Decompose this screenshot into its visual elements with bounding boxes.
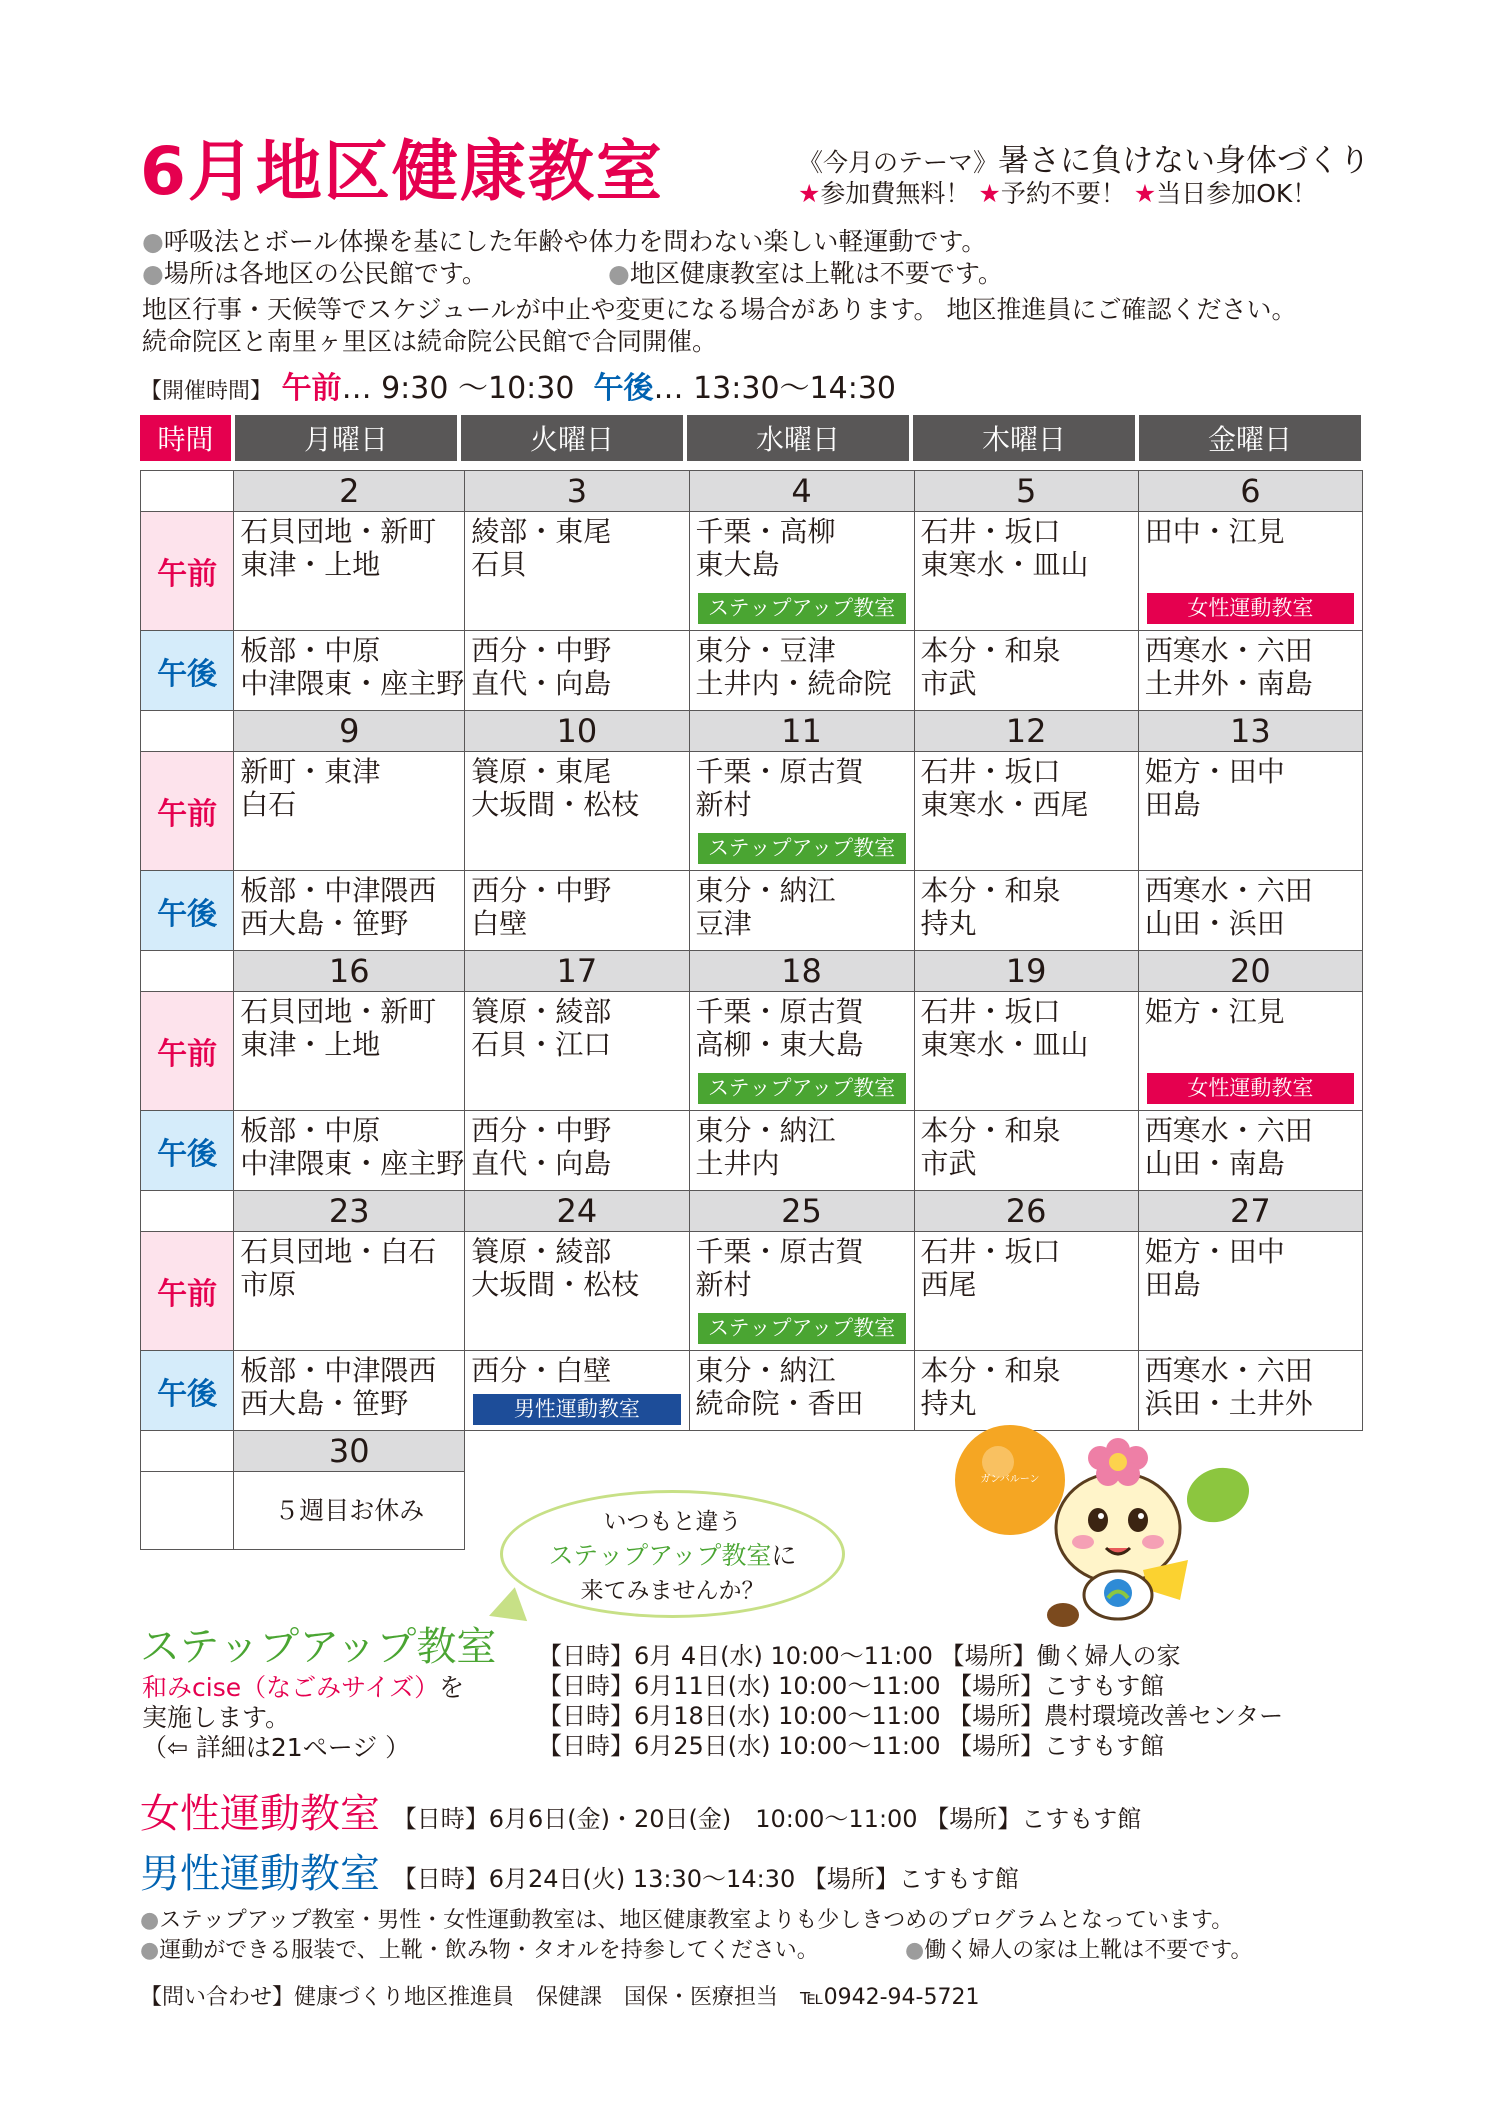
hours-line	[140, 363, 896, 407]
date-cell: 16	[234, 951, 465, 992]
am-cell	[234, 752, 465, 871]
pm-cell	[689, 1111, 914, 1191]
pm-label: 午後	[141, 1111, 234, 1191]
district-text: 西寒水・六田	[1144, 634, 1313, 667]
date-cell: 20	[1138, 951, 1362, 992]
district-text: 本分・和泉	[920, 874, 1061, 907]
district-text: 西分・中野	[471, 634, 612, 667]
pm-cell	[234, 1111, 465, 1191]
blank-cell	[141, 1472, 234, 1550]
pm-cell	[465, 871, 689, 951]
pm-cell	[914, 871, 1138, 951]
district-text: 市武	[920, 667, 977, 700]
stepup-schedule-row: 【日時】6月18日(水) 10:00～11:00 【場所】農村環境改善センター	[538, 1702, 1284, 1730]
bullet-icon: ●	[142, 259, 164, 288]
badge-same-day: 当日参加OK！	[1156, 179, 1318, 208]
ball-text: ガンバルーン	[980, 1474, 1040, 1485]
star-icon: ★	[978, 179, 1001, 208]
district-text: 持丸	[920, 1387, 977, 1420]
am-label: 午前	[141, 512, 234, 631]
district-text: 西大島・笹野	[240, 907, 409, 940]
blank-cell	[141, 1431, 234, 1472]
district-text: 姫方・江見	[1144, 995, 1285, 1028]
women-title: 女性運動教室	[140, 1791, 380, 1837]
district-text: 新村	[695, 788, 752, 821]
am-cell	[689, 992, 914, 1111]
district-text: 綾部・東尾	[471, 515, 612, 548]
district-text: 東分・納江	[695, 1114, 836, 1147]
bubble-line-1: いつもと違う	[603, 1509, 742, 1535]
am-cell	[689, 1232, 914, 1351]
page-title: 6月地区健康教室	[140, 133, 664, 210]
mascot-illustration	[948, 1410, 1258, 1630]
date-cell: 6	[1138, 471, 1362, 512]
district-text: 田中・江見	[1144, 515, 1285, 548]
district-text: 西分・中野	[471, 1114, 612, 1147]
am-cell	[1138, 752, 1362, 871]
district-text: 簑原・綾部	[471, 995, 612, 1028]
intro-line-2b: ●地区健康教室は上靴は不要です。	[608, 259, 1003, 288]
star-icon: ★	[1133, 179, 1157, 208]
men-title: 男性運動教室	[140, 1851, 380, 1897]
date-row	[141, 951, 1363, 992]
district-text: 板部・中原	[240, 1114, 381, 1147]
district-text: 石貝団地・新町	[240, 995, 437, 1028]
district-text: 大坂間・松枝	[471, 1268, 640, 1301]
district-text: 直代・向島	[471, 1147, 612, 1180]
note-1: ●ステップアップ教室・男性・女性運動教室は、地区健康教室よりも少しきつめのプログラムとなっています。	[140, 1908, 1234, 1933]
date-cell: 12	[914, 711, 1138, 752]
date-cell: 2	[234, 471, 465, 512]
stepup-title: ステップアップ教室	[140, 1624, 497, 1670]
date-cell: 11	[689, 711, 914, 752]
intro-line-1: ●呼吸法とボール体操を基にした年齢や体力を問わない楽しい軽運動です。	[142, 227, 987, 256]
pm-cell	[234, 631, 465, 711]
district-text: 千栗・原古賀	[695, 1235, 864, 1268]
pm-label: 午後	[141, 1351, 234, 1431]
day-header: 火曜日	[461, 415, 683, 461]
district-text: 本分・和泉	[920, 1354, 1061, 1387]
am-row	[141, 752, 1363, 871]
pm-cell	[465, 631, 689, 711]
step-class-tag: ステップアップ教室	[698, 1313, 906, 1344]
stepup-desc-2: 実施します。	[142, 1703, 291, 1732]
district-text: 持丸	[920, 907, 977, 940]
pm-cell	[914, 631, 1138, 711]
am-cell	[914, 512, 1138, 631]
women-section	[140, 1782, 1141, 1839]
badges	[798, 174, 1317, 210]
district-text: 田島	[1144, 788, 1201, 821]
date-cell: 19	[914, 951, 1138, 992]
date-row	[141, 471, 1363, 512]
note-2: ●運動ができる服装で、上靴・飲み物・タオルを持参してください。	[140, 1938, 819, 1963]
pm-label: 午後	[141, 631, 234, 711]
badge-free: 参加費無料！	[820, 179, 971, 208]
district-text: 簑原・東尾	[471, 755, 612, 788]
district-text: 石貝団地・新町	[240, 515, 437, 548]
am-cell	[234, 992, 465, 1111]
pm-cell	[1138, 871, 1362, 951]
am-cell	[465, 512, 689, 631]
district-text: 西大島・笹野	[240, 1387, 409, 1420]
district-text: 石井・坂口	[920, 755, 1061, 788]
district-text: 東津・上地	[240, 1028, 381, 1061]
blank-cell	[141, 711, 234, 752]
men-info: 【日時】6月24日(火) 13:30～14:30 【場所】こすもす館	[392, 1865, 1019, 1893]
district-text: 浜田・土井外	[1144, 1387, 1313, 1420]
am-cell	[234, 1232, 465, 1351]
pm-label: 午後	[141, 871, 234, 951]
district-text: 新村	[695, 1268, 752, 1301]
pm-cell	[689, 631, 914, 711]
district-text: 東分・豆津	[695, 634, 836, 667]
district-text: 高柳・東大島	[695, 1028, 864, 1061]
district-text: 田島	[1144, 1268, 1201, 1301]
district-text: 白石	[240, 788, 297, 821]
leaf-icon	[1178, 1458, 1258, 1532]
date-cell: 24	[465, 1191, 689, 1232]
theme-label: 《今月のテーマ》	[798, 148, 999, 177]
am-cell	[689, 512, 914, 631]
pm-row	[141, 631, 1363, 711]
hours-am-time: … 9:30 ～10:30	[341, 371, 575, 406]
district-text: 東大島	[695, 548, 780, 581]
am-cell	[914, 752, 1138, 871]
district-text: 石井・坂口	[920, 1235, 1061, 1268]
am-cell	[914, 992, 1138, 1111]
am-cell	[465, 992, 689, 1111]
district-text: 東寒水・西尾	[920, 788, 1089, 821]
pm-cell	[1138, 1111, 1362, 1191]
intro-line-2: ●場所は各地区の公民館です。	[142, 259, 487, 288]
pm-cell	[689, 871, 914, 951]
district-text: 姫方・田中	[1144, 1235, 1285, 1268]
hours-pm-label: 午後	[593, 371, 654, 406]
am-cell	[689, 752, 914, 871]
contact-info: 【問い合わせ】健康づくり地区推進員 保健課 国保・医療担当 ℡0942-94-5721	[140, 1985, 980, 2010]
district-text: 板部・中津隈西	[240, 1354, 437, 1387]
district-text: 東寒水・皿山	[920, 1028, 1089, 1061]
women-class-tag: 女性運動教室	[1147, 593, 1354, 624]
bullet-icon: ●	[142, 227, 164, 256]
district-text: 簑原・綾部	[471, 1235, 612, 1268]
district-text: 板部・中原	[240, 634, 381, 667]
time-header: 時間	[140, 415, 231, 461]
date-cell: 10	[465, 711, 689, 752]
am-cell	[914, 1232, 1138, 1351]
district-text: 東分・納江	[695, 874, 836, 907]
pm-cell	[465, 1111, 689, 1191]
am-cell	[1138, 512, 1362, 631]
am-row	[141, 992, 1363, 1111]
am-label: 午前	[141, 1232, 234, 1351]
theme-text: 暑さに負けない身体づくり	[998, 143, 1371, 179]
stepup-desc-3: （⇦ 詳細は21ページ ）	[142, 1733, 411, 1762]
speech-bubble	[500, 1490, 845, 1618]
district-text: 土井外・南島	[1144, 667, 1313, 700]
district-text: 中津隈東・座主野	[240, 1147, 465, 1180]
district-text: 白壁	[471, 907, 528, 940]
district-text: 西分・白壁	[471, 1354, 612, 1387]
pm-row	[141, 871, 1363, 951]
pm-cell	[234, 1351, 465, 1431]
district-text: 山田・浜田	[1144, 907, 1285, 940]
women-info: 【日時】6月6日(金)・20日(金) 10:00～11:00 【場所】こすもす館	[392, 1805, 1142, 1833]
bullet-icon: ●	[905, 1938, 925, 1963]
pm-cell	[465, 1351, 689, 1431]
step-class-tag: ステップアップ教室	[698, 1073, 906, 1104]
pm-cell	[914, 1111, 1138, 1191]
district-text: 土井内・続命院	[695, 667, 892, 700]
district-text: 姫方・田中	[1144, 755, 1285, 788]
hours-pm-time: … 13:30～14:30	[653, 371, 896, 406]
district-text: 東寒水・皿山	[920, 548, 1089, 581]
badge-no-reservation: 予約不要！	[1000, 179, 1126, 208]
district-text: 続命院・香田	[695, 1387, 864, 1420]
am-cell	[465, 1232, 689, 1351]
bubble-line-2: ステップアップ教室に	[548, 1541, 797, 1570]
district-text: 西寒水・六田	[1144, 874, 1313, 907]
stepup-schedule-row: 【日時】6月 4日(水) 10:00～11:00 【場所】働く婦人の家	[538, 1642, 1181, 1670]
day-header: 木曜日	[913, 415, 1135, 461]
rest-cell: ５週目お休み	[234, 1472, 465, 1550]
date-cell: 9	[234, 711, 465, 752]
date-cell: 4	[689, 471, 914, 512]
am-cell	[465, 752, 689, 871]
am-cell	[1138, 992, 1362, 1111]
date-cell: 30	[234, 1431, 465, 1472]
district-text: 西尾	[920, 1268, 977, 1301]
men-section	[140, 1842, 1019, 1899]
date-cell: 18	[689, 951, 914, 992]
date-cell: 26	[914, 1191, 1138, 1232]
district-text: 市原	[240, 1268, 297, 1301]
am-label: 午前	[141, 752, 234, 871]
am-cell	[234, 512, 465, 631]
date-cell: 5	[914, 471, 1138, 512]
calendar-grid	[140, 470, 1363, 1550]
bubble-line-3: 来てみませんか？	[580, 1578, 765, 1604]
step-class-tag: ステップアップ教室	[698, 833, 906, 864]
district-text: 本分・和泉	[920, 1114, 1061, 1147]
hours-label: 【開催時間】	[140, 379, 273, 404]
district-text: 直代・向島	[471, 667, 612, 700]
star-icon: ★	[798, 179, 821, 208]
day-header: 金曜日	[1139, 415, 1361, 461]
district-text: 石貝団地・白石	[240, 1235, 437, 1268]
blank-cell	[141, 1191, 234, 1232]
stepup-schedule-row: 【日時】6月25日(水) 10:00～11:00 【場所】こすもす館	[538, 1732, 1165, 1760]
date-cell: 23	[234, 1191, 465, 1232]
calendar-header	[140, 415, 1363, 461]
stepup-schedule-row: 【日時】6月11日(水) 10:00～11:00 【場所】こすもす館	[538, 1672, 1165, 1700]
am-row	[141, 512, 1363, 631]
intro-line-3: 地区行事・天候等でスケジュールが中止や変更になる場合があります。 地区推進員にご確認ください。	[142, 295, 1297, 324]
note-2b: ●働く婦人の家は上靴は不要です。	[905, 1938, 1253, 1963]
hours-am-label: 午前	[281, 371, 342, 406]
am-cell	[1138, 1232, 1362, 1351]
district-text: 土井内	[695, 1147, 780, 1180]
pm-cell	[689, 1351, 914, 1431]
date-row	[141, 711, 1363, 752]
bullet-icon: ●	[608, 259, 630, 288]
date-cell: 27	[1138, 1191, 1362, 1232]
bullet-icon: ●	[140, 1938, 160, 1963]
date-cell: 17	[465, 951, 689, 992]
district-text: 石貝	[471, 548, 528, 581]
date-cell: 3	[465, 471, 689, 512]
blank-cell	[141, 471, 234, 512]
blank-cell	[141, 951, 234, 992]
district-text: 新町・東津	[240, 755, 381, 788]
district-text: 千栗・高柳	[695, 515, 836, 548]
pm-row	[141, 1111, 1363, 1191]
bullet-icon: ●	[140, 1908, 160, 1933]
women-class-tag: 女性運動教室	[1147, 1073, 1354, 1104]
district-text: 西分・中野	[471, 874, 612, 907]
am-row	[141, 1232, 1363, 1351]
district-text: 山田・南島	[1144, 1147, 1285, 1180]
district-text: 西寒水・六田	[1144, 1114, 1313, 1147]
day-header: 月曜日	[235, 415, 457, 461]
date-cell: 13	[1138, 711, 1362, 752]
day-header: 水曜日	[687, 415, 909, 461]
pm-cell	[1138, 631, 1362, 711]
district-text: 豆津	[695, 907, 752, 940]
date-row	[141, 1191, 1363, 1232]
district-text: 千栗・原古賀	[695, 755, 864, 788]
district-text: 石貝・江口	[471, 1028, 612, 1061]
am-label: 午前	[141, 992, 234, 1111]
date-cell: 25	[689, 1191, 914, 1232]
district-text: 市武	[920, 1147, 977, 1180]
district-text: 中津隈東・座主野	[240, 667, 465, 700]
district-text: 本分・和泉	[920, 634, 1061, 667]
district-text: 石井・坂口	[920, 515, 1061, 548]
stepup-desc-1: 和みcise（なごみサイズ）を	[142, 1673, 465, 1702]
district-text: 西寒水・六田	[1144, 1354, 1313, 1387]
district-text: 東津・上地	[240, 548, 381, 581]
district-text: 大坂間・松枝	[471, 788, 640, 821]
district-text: 東分・納江	[695, 1354, 836, 1387]
district-text: 千栗・原古賀	[695, 995, 864, 1028]
district-text: 板部・中津隈西	[240, 874, 437, 907]
district-text: 石井・坂口	[920, 995, 1061, 1028]
pm-cell	[234, 871, 465, 951]
intro-line-4: 続命院区と南里ヶ里区は続命院公民館で合同開催。	[142, 327, 718, 356]
men-class-tag: 男性運動教室	[473, 1394, 680, 1425]
step-class-tag: ステップアップ教室	[698, 593, 906, 624]
